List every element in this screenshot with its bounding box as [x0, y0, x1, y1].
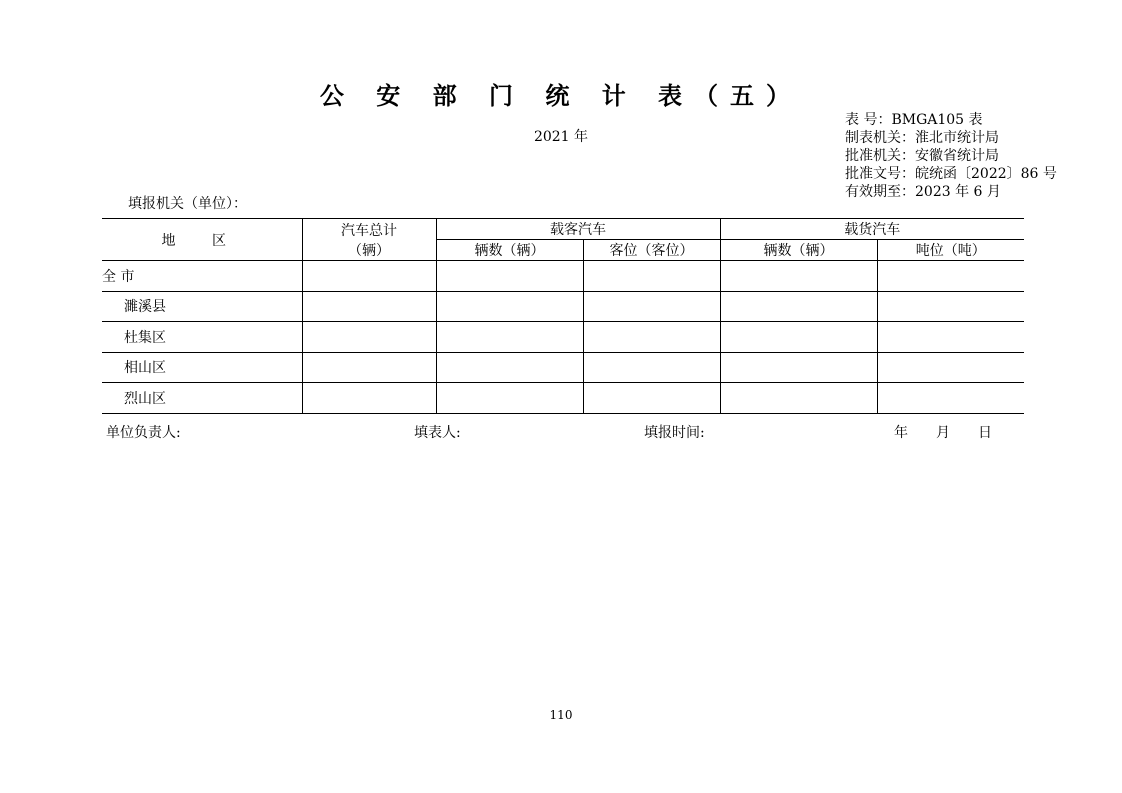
meta-form-number: 表 号：BMGA105 表 — [845, 112, 983, 128]
date-day-label: 日 — [978, 425, 992, 441]
data-cell[interactable] — [720, 322, 877, 353]
data-cell[interactable] — [436, 261, 583, 292]
header-passenger-seats: 客位（客位） — [583, 240, 720, 261]
header-cargo: 载货汽车 — [720, 219, 1024, 240]
header-passenger: 载客汽车 — [436, 219, 720, 240]
data-cell[interactable] — [583, 322, 720, 353]
data-cell[interactable] — [583, 291, 720, 322]
report-year: 2021 年 — [533, 129, 589, 145]
region-cell: 烈山区 — [102, 383, 302, 414]
statistics-table — [102, 218, 1024, 414]
data-cell[interactable] — [877, 291, 1024, 322]
table-row — [102, 322, 1024, 353]
table-row — [102, 261, 1024, 292]
data-cell[interactable] — [877, 352, 1024, 383]
data-cell[interactable] — [877, 383, 1024, 414]
date-month-label: 月 — [936, 425, 950, 441]
region-cell: 杜集区 — [102, 322, 302, 353]
form-meta — [845, 111, 1057, 201]
table-row — [102, 383, 1024, 414]
data-cell[interactable] — [720, 291, 877, 322]
header-region: 地 区 — [102, 219, 302, 261]
table-row — [102, 352, 1024, 383]
data-cell[interactable] — [720, 383, 877, 414]
header-total: 汽车总计 （辆） — [302, 219, 436, 261]
table-row — [102, 291, 1024, 322]
date-year-label: 年 — [894, 425, 908, 441]
meta-approval-number: 批准文号：皖统函〔2022〕86 号 — [845, 166, 1057, 182]
header-cargo-count: 辆数（辆） — [720, 240, 877, 261]
header-passenger-count: 辆数（辆） — [436, 240, 583, 261]
data-cell[interactable] — [720, 352, 877, 383]
page-number: 110 — [549, 708, 573, 722]
data-cell[interactable] — [583, 352, 720, 383]
data-cell[interactable] — [877, 322, 1024, 353]
page-title: 公 安 部 门 统 计 表（五） — [319, 81, 803, 110]
data-cell[interactable] — [302, 352, 436, 383]
data-cell[interactable] — [302, 383, 436, 414]
data-cell[interactable] — [302, 291, 436, 322]
region-cell: 全 市 — [102, 261, 302, 292]
meta-approving-authority: 批准机关：安徽省统计局 — [845, 148, 999, 164]
data-cell[interactable] — [302, 261, 436, 292]
data-cell[interactable] — [720, 261, 877, 292]
data-cell[interactable] — [877, 261, 1024, 292]
data-cell[interactable] — [302, 322, 436, 353]
filler-label: 填表人: — [414, 425, 461, 441]
data-cell[interactable] — [436, 291, 583, 322]
meta-valid-until: 有效期至：2023 年 6 月 — [845, 184, 1001, 200]
data-cell[interactable] — [583, 383, 720, 414]
data-cell[interactable] — [436, 352, 583, 383]
meta-issuing-authority: 制表机关：淮北市统计局 — [845, 130, 999, 146]
data-cell[interactable] — [436, 383, 583, 414]
data-cell[interactable] — [436, 322, 583, 353]
region-cell: 相山区 — [102, 352, 302, 383]
fill-time-label: 填报时间: — [644, 425, 705, 441]
header-cargo-tons: 吨位（吨） — [877, 240, 1024, 261]
signature-footer — [106, 422, 1006, 442]
unit-head-label: 单位负责人: — [106, 425, 181, 441]
reporting-unit-label: 填报机关（单位）： — [128, 196, 247, 212]
data-cell[interactable] — [583, 261, 720, 292]
region-cell: 濉溪县 — [102, 291, 302, 322]
